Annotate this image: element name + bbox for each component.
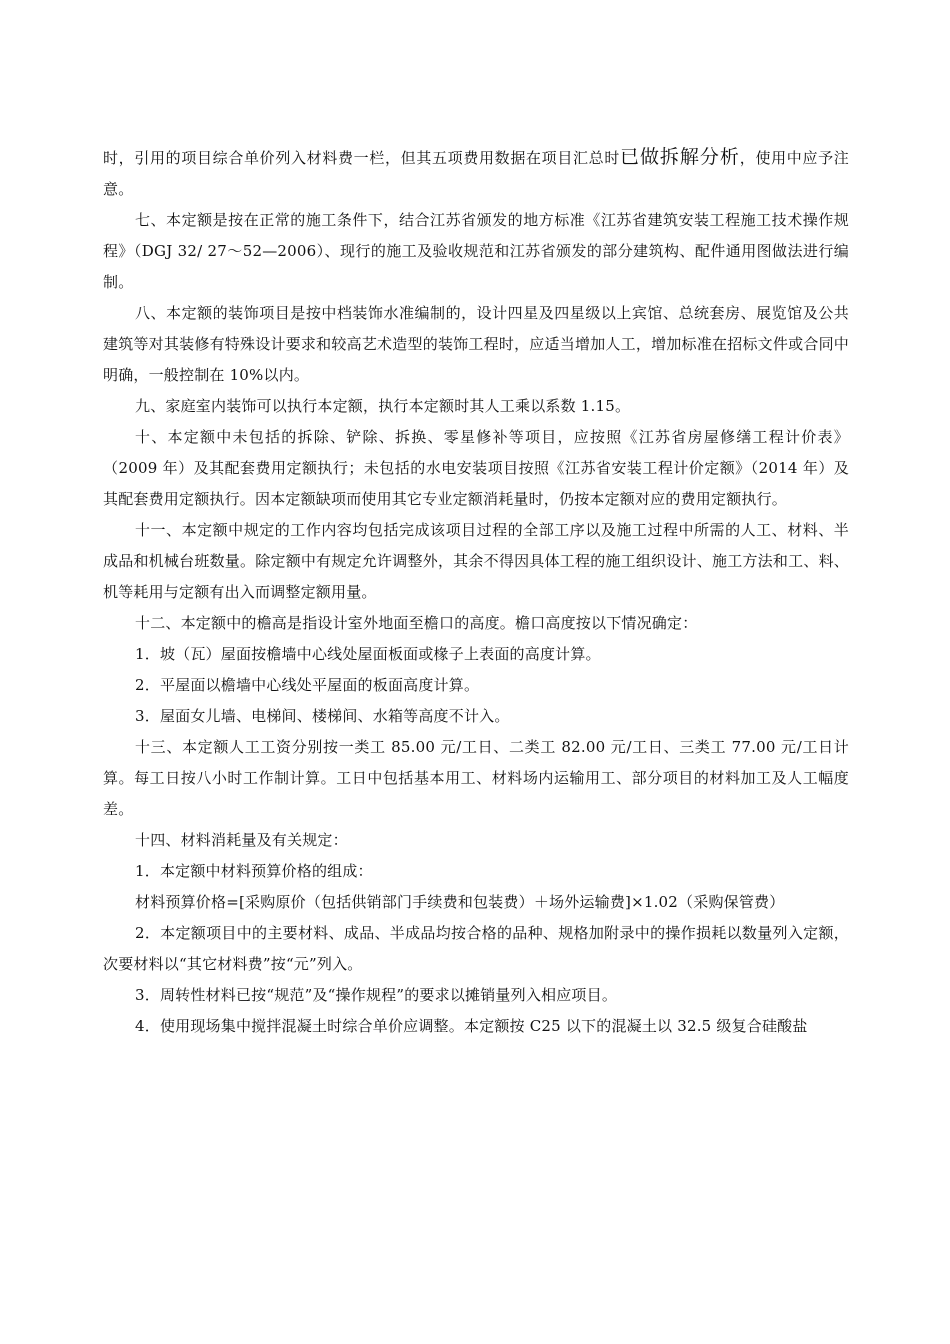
paragraph-13: 十三、本定额人工工资分别按一类工 85.00 元/工日、二类工 82.00 元/工日、三类工 77.00 元/工日计算。每工日按八小时工作制计算。工日中包括基本用工、材料场内运输用工、部分项目的材料加工及人工幅度差。 [103,738,849,818]
list-item: 1．坡（瓦）屋面按檐墙中心线处屋面板面或椽子上表面的高度计算。 [135,645,601,663]
paragraph-8: 八、本定额的装饰项目是按中档装饰水准编制的，设计四星及四星级以上宾馆、总统套房、展览馆及公共建筑等对其装修有特殊设计要求和较高艺术造型的装饰工程时，应适当增加人工，增加标准在招标文件或合同中明确，一般控制在 10%以内。 [103,304,849,384]
paragraph-7: 七、本定额是按在正常的施工条件下，结合江苏省颁发的地方标准《江苏省建筑安装工程施工技术操作规程》（DGJ 32/ 27～52—2006）、现行的施工及验收规范和江苏省颁发的部分建筑构、配件通用图做法进行编制。 [103,211,849,291]
paragraph-14: 十四、材料消耗量及有关规定： [135,831,348,849]
paragraph-9: 九、家庭室内装饰可以执行本定额，执行本定额时其人工乘以系数 1.15。 [135,397,631,415]
list-item: 3．周转性材料已按“规范”及“操作规程”的要求以摊销量列入相应项目。 [135,986,618,1004]
paragraph-text: ，使用中应予注意。 [103,149,849,198]
paragraph-text: 时，引用的项目综合单价列入材料费一栏，但其五项费用数据在项目汇总时 [103,149,620,167]
paragraph-11: 十一、本定额中规定的工作内容均包括完成该项目过程的全部工序以及施工过程中所需的人工、材料、半成品和机械台班数量。除定额中有规定允许调整外，其余不得因具体工程的施工组织设计、施工方法和工、料、机等耗用与定额有出入而调整定额用量。 [103,521,849,601]
paragraph-10: 十、本定额中未包括的拆除、铲除、拆换、零星修补等项目，应按照《江苏省房屋修缮工程计价表》（2009 年）及其配套费用定额执行；未包括的水电安装项目按照《江苏省安装工程计价定额》（2014 年）及其配套费用定额执行。因本定额缺项而使用其它专业定额消耗量时，仍按本定额对应的费用定额执行。 [103,428,849,508]
formula-line: 材料预算价格=[采购原价（包括供销部门手续费和包装费）＋场外运输费]×1.02（采购保管费） [135,893,785,911]
paragraph-12: 十二、本定额中的檐高是指设计室外地面至檐口的高度。檐口高度按以下情况确定： [135,614,698,632]
list-item: 2．本定额项目中的主要材料、成品、半成品均按合格的品种、规格加附录中的操作损耗以数量列入定额，次要材料以“其它材料费”按“元”列入。 [103,924,849,973]
list-item: 2．平屋面以檐墙中心线处平屋面的板面高度计算。 [135,676,480,694]
paragraph-continuation [103,142,849,205]
list-item: 4．使用现场集中搅拌混凝土时综合单价应调整。本定额按 C25 以下的混凝土以 32.5 级复合硅酸盐 [135,1017,808,1035]
body-text [103,142,849,1042]
list-item: 1．本定额中材料预算价格的组成： [135,862,373,880]
enlarged-phrase: 已做拆解分析 [619,146,740,168]
list-item: 3．屋面女儿墙、电梯间、楼梯间、水箱等高度不计入。 [135,707,510,725]
